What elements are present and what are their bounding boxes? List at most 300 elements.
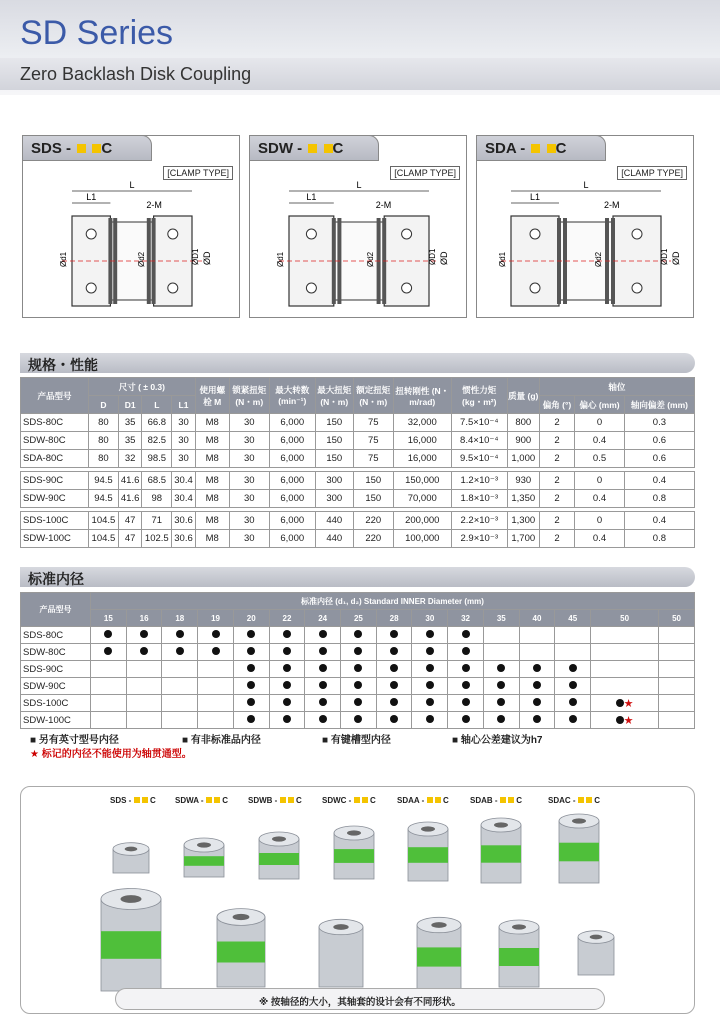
diameter-cell [162,695,198,712]
available-dot-icon [319,698,327,706]
diameter-cell [591,661,659,678]
panel-sdw [249,135,467,318]
model-cell: SDW-90C [21,490,89,508]
diameter-cell [305,661,341,678]
diameter-cell [483,627,519,644]
spec-cell: 82.5 [142,432,172,450]
spec-cell: 16,000 [393,450,451,468]
diameter-cell [591,644,659,661]
photo-label: SDS - C [110,796,156,805]
available-dot-icon [354,630,362,638]
available-dot-icon [319,715,327,723]
spec-row [21,472,695,490]
spec-cell: 150,000 [393,472,451,490]
spec-cell: 1,000 [507,450,539,468]
spec-cell: 32,000 [393,414,451,432]
spec-cell: 35 [118,414,142,432]
spec-cell: 66.8 [142,414,172,432]
diameter-cell [376,644,412,661]
model-cell: SDW-100C [21,712,91,729]
spec-cell: 7.5×10⁻⁴ [451,414,507,432]
spec-cell: 9.5×10⁻⁴ [451,450,507,468]
product-photos [21,787,696,1015]
model-cell: SDS-80C [21,414,89,432]
model-cell: SDS-100C [21,512,89,530]
spec-cell: 30.4 [172,472,196,490]
coupling-top-band [408,847,448,863]
diameter-cell [91,712,127,729]
diameter-cell [519,678,555,695]
th-inertia: 惯性力矩 (kg・m²) [451,378,507,414]
diameter-cell [269,661,305,678]
diameter-row [21,661,695,678]
size-header: 15 [91,610,127,627]
coupling-top-bore [572,818,586,823]
diameter-cell [659,627,695,644]
coupling-bottom-band [417,947,461,966]
diameter-cell [376,678,412,695]
available-dot-icon [140,630,148,638]
diameter-cell [483,661,519,678]
sdw-drawing [250,136,468,319]
available-dot-icon [426,647,434,655]
panel-tab: SDS - C [22,135,152,161]
diameter-cell [126,661,162,678]
coupling-top-bore [272,836,286,841]
available-dot-icon [390,664,398,672]
spec-cell: 0.5 [575,450,625,468]
size-header: 45 [555,610,591,627]
diameter-cell [198,627,234,644]
available-dot-icon [462,664,470,672]
coupling-top-band [481,845,521,862]
legend-item: ■ 另有英寸型号内径 [30,735,119,746]
spec-cell: 2.9×10⁻³ [451,530,507,548]
diameter-cell [448,627,484,644]
th-mass: 质量 (g) [507,378,539,414]
diameter-cell [483,678,519,695]
diameter-cell [269,644,305,661]
bolt-hole-icon [530,229,540,239]
diameter-cell [591,627,659,644]
size-header: 32 [448,610,484,627]
diameter-cell [483,644,519,661]
dim-label: Ød2 [366,251,375,267]
spec-cell: 41.6 [118,472,142,490]
model-cell: SDW-80C [21,432,89,450]
spec-cell: 30 [229,530,269,548]
available-dot-icon [497,681,505,689]
dim-label: 2-M [146,200,162,210]
panel-sda [476,135,694,318]
available-dot-icon [569,664,577,672]
diameter-row [21,644,695,661]
size-header: 18 [162,610,198,627]
th-l1: L1 [172,396,196,414]
coupling-bottom-band [499,948,539,966]
th-d: D [89,396,119,414]
coupling-bottom-bore [121,895,142,903]
spec-row [21,450,695,468]
photo-label: SDAA - C [397,796,449,805]
diameter-cell [519,644,555,661]
available-dot-icon [104,647,112,655]
diameter-cell [555,678,591,695]
spec-cell: 41.6 [118,490,142,508]
diameter-row [21,712,695,729]
diameter-cell [233,695,269,712]
model-cell: SDA-80C [21,450,89,468]
diameter-cell [412,627,448,644]
available-dot-icon [247,715,255,723]
bolt-hole-icon [168,283,178,293]
spec-cell: 94.5 [89,490,119,508]
diameter-cell [91,695,127,712]
diameter-cell [448,644,484,661]
spec-cell: 800 [507,414,539,432]
th-misalign: 轴位 [539,378,694,396]
available-dot-icon [426,698,434,706]
spec-cell: 0.8 [624,490,694,508]
diameter-cell [412,678,448,695]
diameter-cell [412,712,448,729]
diameter-cell [376,627,412,644]
th-rated: 额定扭矩 (N・m) [353,378,393,414]
available-dot-icon [319,630,327,638]
coupling-top-band [259,853,299,865]
model-cell: SDS-90C [21,661,91,678]
spec-cell: 47 [118,530,142,548]
spec-cell: 94.5 [89,472,119,490]
diameter-cell [555,661,591,678]
bottom-note: ※ 按轴径的大小，其轴套的设计会有不同形状。 [115,988,605,1010]
diameter-cell [555,695,591,712]
spec-cell: 2 [539,432,574,450]
size-header: 22 [269,610,305,627]
diameter-cell [659,678,695,695]
legend-item: ■ 有非标准品内径 [182,735,261,746]
coupling-bottom-bore [233,914,250,920]
coupling-bottom-band [217,942,265,963]
spec-row [21,512,695,530]
available-dot-icon [462,715,470,723]
photo-label: SDAC - C [548,796,601,805]
spec-cell: 6,000 [269,472,315,490]
spec-cell: 2.2×10⁻³ [451,512,507,530]
diameter-cell [91,627,127,644]
coupling-top-band [184,856,224,866]
available-dot-icon [426,630,434,638]
bolt-hole-icon [632,229,642,239]
coupling-bottom-band [101,931,161,959]
th-l: L [142,396,172,414]
spec-table [20,377,695,548]
diameter-cell [162,627,198,644]
diameter-cell [341,644,377,661]
spec-cell: 30.4 [172,490,196,508]
diameter-cell [555,644,591,661]
available-dot-icon [390,681,398,689]
dim-label: 2-M [604,200,620,210]
th-bolt: 使用螺栓 M [195,378,229,414]
size-header: 20 [233,610,269,627]
diameter-cell [448,712,484,729]
diameter-cell [659,695,695,712]
available-dot-icon [462,630,470,638]
spec-cell: 80 [89,450,119,468]
available-dot-icon [426,715,434,723]
spec-cell: M8 [195,432,229,450]
diameter-cell [269,678,305,695]
diameter-cell [591,712,659,729]
diameter-cell [376,695,412,712]
product-photo-frame [20,786,695,1014]
dim-label: L1 [86,192,97,202]
diameter-cell [162,644,198,661]
dim-label: L [129,180,135,190]
spec-cell: 30.6 [172,530,196,548]
legend-item: ■ 轴心公差建议为h7 [452,735,543,746]
available-dot-icon [354,698,362,706]
size-header: 30 [412,610,448,627]
sda-drawing [477,136,695,319]
available-dot-icon [247,647,255,655]
spec-cell: 0.4 [575,530,625,548]
available-dot-icon [354,647,362,655]
spec-cell: 30 [229,414,269,432]
page-title: SD Series [20,14,174,52]
diameter-cell [198,644,234,661]
diameter-cell [126,627,162,644]
spec-cell: 2 [539,530,574,548]
available-dot-icon [533,698,541,706]
clamp-type-label: [CLAMP TYPE] [617,166,687,180]
bolt-hole-icon [306,283,316,293]
spec-cell: 900 [507,432,539,450]
available-dot-icon [390,698,398,706]
available-dot-icon [283,647,291,655]
diameter-cell [448,695,484,712]
available-dot-icon [426,664,434,672]
spec-cell: 2 [539,512,574,530]
size-header: 40 [519,610,555,627]
available-dot-icon [354,664,362,672]
spec-cell: 16,000 [393,432,451,450]
available-dot-icon [533,664,541,672]
diam-section-title: 标准内径 [20,567,695,587]
spec-cell: 98.5 [142,450,172,468]
coupling-top-band [334,849,374,863]
dim-label: ØD [202,251,212,265]
available-dot-icon [247,681,255,689]
coupling-top-bore [347,830,361,835]
diameter-cell [233,712,269,729]
bolt-hole-icon [530,283,540,293]
spec-cell: 0 [575,512,625,530]
spec-cell: 1,700 [507,530,539,548]
diameter-cell [126,712,162,729]
coupling-top-bore [197,842,211,847]
spec-cell: 32 [118,450,142,468]
photo-label: SDWB - C [248,796,302,805]
diameter-row [21,695,695,712]
spec-cell: M8 [195,472,229,490]
diameter-cell [91,678,127,695]
spec-cell: 100,000 [393,530,451,548]
legend-item: ■ 有键槽型内径 [322,735,391,746]
size-header: 24 [305,610,341,627]
diameter-cell [198,661,234,678]
available-dot-icon [462,681,470,689]
spec-cell: 30.6 [172,512,196,530]
diameter-cell [519,712,555,729]
spec-cell: 0 [575,414,625,432]
photo-label: SDAB - C [470,796,523,805]
spec-cell: 1.8×10⁻³ [451,490,507,508]
available-dot-icon [569,715,577,723]
star-note: ★ 标记的内径不能使用为轴贯通型。 [30,749,192,760]
panel-tab: SDA - C [476,135,606,161]
spec-cell: 80 [89,414,119,432]
spec-cell: 0.4 [575,432,625,450]
diameter-cell [198,678,234,695]
spec-cell: 75 [353,450,393,468]
star-icon: ★ [623,697,634,710]
spec-cell: 0.3 [624,414,694,432]
available-dot-icon [533,715,541,723]
bolt-hole-icon [306,229,316,239]
clamp-type-label: [CLAMP TYPE] [163,166,233,180]
available-dot-icon [497,664,505,672]
diameter-cell [91,644,127,661]
spec-cell: 30 [172,414,196,432]
dim-label: Ød1 [59,251,68,267]
spec-cell: 70,000 [393,490,451,508]
th-torque: 锁紧扭矩 (N・m) [229,378,269,414]
available-dot-icon [462,647,470,655]
dim-label: L1 [529,192,541,202]
available-dot-icon [140,647,148,655]
available-dot-icon [390,647,398,655]
bolt-hole-icon [402,229,412,239]
model-cell: SDW-90C [21,678,91,695]
available-dot-icon [616,716,624,724]
dim-label: 2-M [375,200,392,210]
spec-cell: 75 [353,432,393,450]
diameter-cell [305,644,341,661]
available-dot-icon [176,647,184,655]
spec-cell: 1.2×10⁻³ [451,472,507,490]
available-dot-icon [176,630,184,638]
spec-cell: 104.5 [89,530,119,548]
available-dot-icon [497,698,505,706]
diameter-cell [305,627,341,644]
th-axial: 轴向偏差 (mm) [624,396,694,414]
coupling-top-bore [421,826,435,831]
available-dot-icon [283,664,291,672]
diameter-cell [269,695,305,712]
spec-cell: 440 [315,512,353,530]
available-dot-icon [283,715,291,723]
diameter-cell [659,712,695,729]
available-dot-icon [212,630,220,638]
size-header: 16 [126,610,162,627]
dim-label: ØD1 [428,248,437,265]
th-ecc: 偏心 (mm) [575,396,625,414]
spec-cell: 2 [539,450,574,468]
diameter-cell [233,678,269,695]
coupling-bottom-bore [512,924,526,929]
diameter-cell [519,627,555,644]
spec-cell: 0.4 [575,490,625,508]
available-dot-icon [283,698,291,706]
available-dot-icon [247,698,255,706]
available-dot-icon [462,698,470,706]
diameter-cell [448,661,484,678]
diameter-cell [659,644,695,661]
page-header [0,0,720,95]
spec-cell: 220 [353,530,393,548]
spec-cell: 30 [229,432,269,450]
spec-cell: 30 [229,450,269,468]
diameter-cell [412,644,448,661]
spec-row [21,432,695,450]
dim-label: Ød1 [498,251,507,267]
size-header: 28 [376,610,412,627]
spec-cell: 104.5 [89,512,119,530]
available-dot-icon [569,681,577,689]
spec-cell: 0.4 [624,472,694,490]
dim-label: L [356,180,362,190]
spec-cell: 102.5 [142,530,172,548]
spec-cell: 300 [315,472,353,490]
spec-cell: 6,000 [269,450,315,468]
diameter-cell [412,661,448,678]
dim-label: ØD [671,251,681,265]
diameter-cell [305,678,341,695]
spec-cell: 98 [142,490,172,508]
available-dot-icon [533,681,541,689]
size-header: 19 [198,610,234,627]
spec-cell: 6,000 [269,512,315,530]
size-header: 25 [341,610,377,627]
th-d1: D1 [118,396,142,414]
spec-cell: 0.8 [624,530,694,548]
diameter-cell [341,678,377,695]
available-dot-icon [390,630,398,638]
diameter-row [21,627,695,644]
diameter-table [20,592,695,729]
bolt-hole-icon [168,229,178,239]
diameter-cell [305,695,341,712]
spec-cell: 150 [315,450,353,468]
spec-cell: 150 [315,432,353,450]
panel-sds [22,135,240,318]
spec-cell: 220 [353,512,393,530]
diameter-cell [269,712,305,729]
th-angle: 偏角 (°) [539,396,574,414]
diameter-cell [233,644,269,661]
available-dot-icon [354,715,362,723]
spec-cell: 6,000 [269,530,315,548]
available-dot-icon [426,681,434,689]
spec-cell: 6,000 [269,432,315,450]
coupling-top-bore [494,822,508,827]
coupling-bottom-bore [590,935,603,940]
spec-cell: M8 [195,414,229,432]
diameter-cell [555,712,591,729]
diameter-cell [519,695,555,712]
